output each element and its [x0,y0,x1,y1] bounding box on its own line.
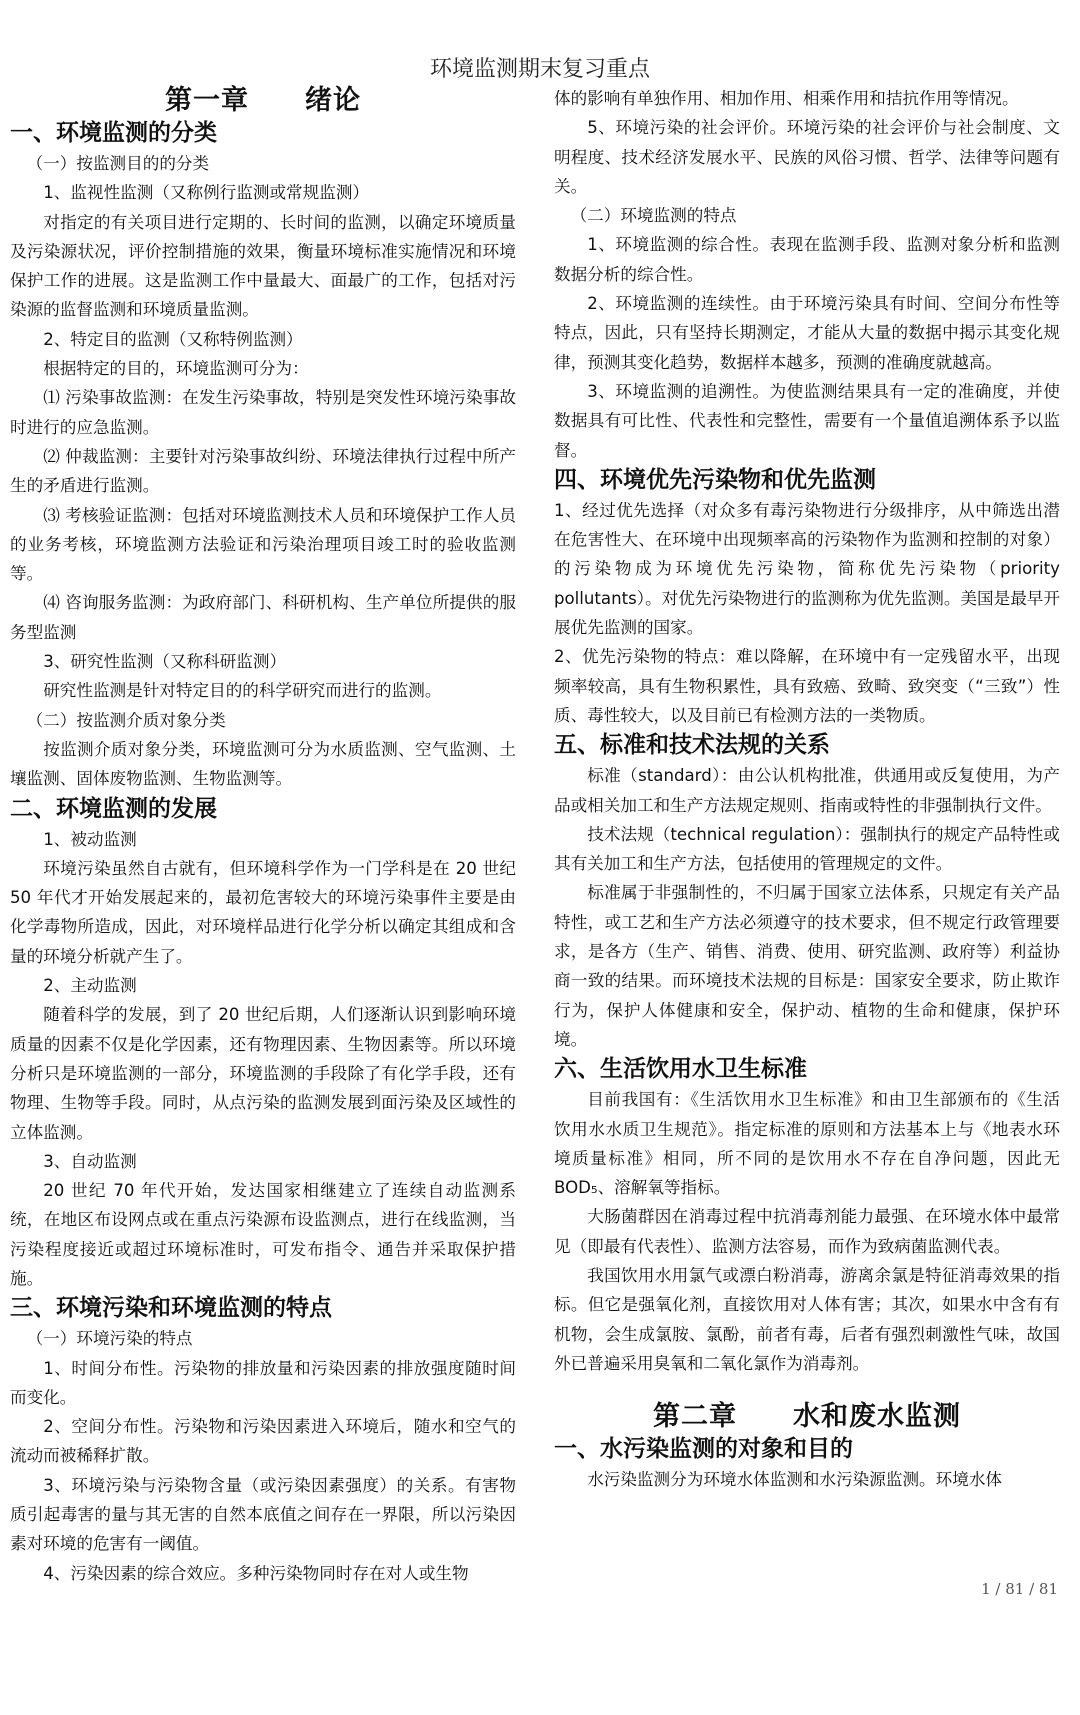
section-heading-priority-pollutants: 四、环境优先污染物和优先监测 [554,466,876,493]
paragraph: 目前我国有：《生活饮用水卫生标准》和由卫生部颁布的《生活饮用水水质卫生规范》。指定标准的原则和方法基本上与《地表水环境质量标准》相同，所不同的是饮用水不存在自净问题，因此无 BOD₅、溶解氧等指标。 [554,1090,1060,1198]
left-column [10,84,516,1588]
subsection-pollution-characteristics: （一）环境污染的特点 [26,1329,193,1349]
section-heading-classification: 一、环境监测的分类 [10,120,217,146]
item-active-monitoring: 2、主动监测 [43,976,137,996]
section-heading-characteristics: 三、环境污染和环境监测的特点 [10,1295,332,1322]
chapter-1-title: 第一章 绪论 [165,85,361,116]
paragraph: 2、优先污染物的特点：难以降解，在环境中有一定残留水平，出现频率较高，具有生物积累性，具有致癌、致畸、致突变（“三致”）性质、毒性较大，以及目前已有检测方法的一类物质。 [554,647,1060,725]
document-title: 环境监测期末复习重点 [429,57,650,82]
paragraph: 研究性监测是针对特定目的的科学研究而进行的监测。 [43,681,442,701]
paragraph: 对指定的有关项目进行定期的、长时间的监测，以确定环境质量及污染源状况，评价控制措施的效果，衡量环境标准实施情况和环境保护工作的进展。这是监测工作中量最大、面最广的工作，包括对污染源的监督监测和环境质量监测。 [10,212,516,320]
section-heading-standards-regulations: 五、标准和技术法规的关系 [554,732,830,759]
right-column [554,84,1060,1494]
paragraph: 按监测介质对象分类，环境监测可分为水质监测、空气监测、土壤监测、固体废物监测、生物监测等。 [10,739,516,789]
paragraph: 标准（standard）：由公认机构批准，供通用或反复使用，为产品或相关加工和生产方法规定规则、指南或特性的非强制执行文件。 [554,766,1060,815]
paragraph: 3、环境污染与污染物含量（或污染因素强度）的关系。有害物质引起毒害的量与其无害的自然本底值之间存在一界限，所以污染因素对环境的危害有一阈值。 [10,1475,516,1554]
section-heading-drinking-water: 六、生活饮用水卫生标准 [554,1056,807,1083]
paragraph: 我国饮用水用氯气或漂白粉消毒，游离余氯是特征消毒效果的指标。但它是强氧化剂，直接饮用对人体有害；其次，如果水中含有有机物，会生成氯胺、氯酚，前者有毒，后者有强烈刺激性气味，故国外已普遍采用臭氧和二氧化氯作为消毒剂。 [554,1265,1060,1373]
item-special-purpose-monitoring: 2、特定目的监测（又称特例监测） [43,329,303,349]
paragraph: 大肠菌群因在消毒过程中抗消毒剂能力最强、在环境水体中最常见（即最有代表性）、监测方法容易，而作为致病菌监测代表。 [554,1207,1060,1256]
paragraph: 2、环境监测的连续性。由于环境污染具有时间、空间分布性等特点，因此，只有坚持长期测定，才能从大量的数据中揭示其变化规律，预测其变化趋势，数据样本越多，预测的准确度就越高。 [554,294,1060,372]
section-heading-development: 二、环境监测的发展 [10,795,217,822]
paragraph: ⑵ 仲裁监测：主要针对污染事故纠纷、环境法律执行过程中所产生的矛盾进行监测。 [10,446,516,496]
paragraph: ⑷ 咨询服务监测：为政府部门、科研机构、生产单位所提供的服务型监测 [10,593,516,642]
paragraph: 4、污染因素的综合效应。多种污染物同时存在对人或生物 [43,1563,469,1583]
chapter-2-title: 第二章 水和废水监测 [653,1401,961,1433]
paragraph: ⑶ 考核验证监测：包括对环境监测技术人员和环境保护工作人员的业务考核，环境监测方法验证和污染治理项目竣工时的验收监测等。 [10,505,516,584]
paragraph: 2、空间分布性。污染物和污染因素进入环境后，随水和空气的流动而被稀释扩散。 [10,1417,516,1466]
subsection-by-medium: （二）按监测介质对象分类 [26,710,226,730]
paragraph: 3、环境监测的追溯性。为使监测结果具有一定的准确度，并使数据具有可比性、代表性和完整性，需要有一个量值追溯体系予以监督。 [554,381,1060,460]
paragraph: 随着科学的发展，到了 20 世纪后期，人们逐渐认识到影响环境质量的因素不仅是化学因素，还有物理因素、生物因素等。所以环境分析只是环境监测的一部分，环境监测的手段除了有化学手段，还有物理、生物等手段。同时，从点污染的监测发展到面污染及区域性的立体监测。 [10,1005,516,1142]
paragraph: 技术法规（technical regulation）：强制执行的规定产品特性或其有关加工和生产方法，包括使用的管理规定的文件。 [554,824,1060,874]
paragraph: 1、时间分布性。污染物的排放量和污染因素的排放强度随时间而变化。 [10,1358,516,1407]
paragraph: 20 世纪 70 年代开始，发达国家相继建立了连续自动监测系统，在地区布设网点或在重点污染源布设监测点，进行在线监测，当污染程度接近或超过环境标准时，可发布指令、通告并采取保护措施。 [10,1181,516,1288]
item-automatic-monitoring: 3、自动监测 [43,1151,137,1171]
section-heading-water-pollution: 一、水污染监测的对象和目的 [554,1436,853,1463]
paragraph: 1、环境监测的综合性。表现在监测手段、监测对象分析和监测数据分析的综合性。 [554,235,1060,284]
item-passive-monitoring: 1、被动监测 [43,829,137,849]
paragraph: 5、环境污染的社会评价。环境污染的社会评价与社会制度、文明程度、技术经济发展水平、民族的风俗习惯、哲学、法律等问题有关。 [554,118,1060,196]
paragraph: 体的影响有单独作用、相加作用、相乘作用和拮抗作用等情况。 [554,89,1019,108]
paragraph: 1、经过优先选择（对众多有毒污染物进行分级排序，从中筛选出潜在危害性大、在环境中出现频率高的污染物作为监测和控制的对象）的污染物成为环境优先污染物，简称优先污染物（priority pollutants）。对优先污染物进行的监测称为优先监测。美国是最早开展优先监测的国家。 [554,500,1060,638]
paragraph: 水污染监测分为环境水体监测和水污染源监测。环境水体 [587,1470,1003,1490]
paragraph: 环境污染虽然自古就有，但环境科学作为一门学科是在 20 世纪 50 年代才开始发展起来的，最初危害较大的环境污染事件主要是由化学毒物所造成，因此，对环境样品进行化学分析以确定其组成和含量的环境分析就产生了。 [10,858,516,966]
paragraph: 根据特定的目的，环境监测可分为： [43,359,309,379]
item-surveillance-monitoring: 1、监视性监测（又称例行监测或常规监测） [43,183,370,203]
item-research-monitoring: 3、研究性监测（又称科研监测） [43,652,287,672]
page-number: 1 / 81 / 81 [981,1580,1058,1598]
subsection-monitoring-characteristics: （二）环境监测的特点 [570,206,737,226]
paragraph: ⑴ 污染事故监测：在发生污染事故，特别是突发性环境污染事故时进行的应急监测。 [10,388,516,437]
subsection-by-purpose: （一）按监测目的的分类 [26,154,210,173]
paragraph: 标准属于非强制性的，不归属于国家立法体系，只规定有关产品特性，或工艺和生产方法必须遵守的技术要求，但不规定行政管理要求，是各方（生产、销售、消费、使用、研究监测、政府等）利益协商一致的结果。而环境技术法规的目标是：国家安全要求，防止欺诈行为，保护人体健康和安全，保护动、植物的生命和健康，保护环境。 [554,883,1060,1049]
